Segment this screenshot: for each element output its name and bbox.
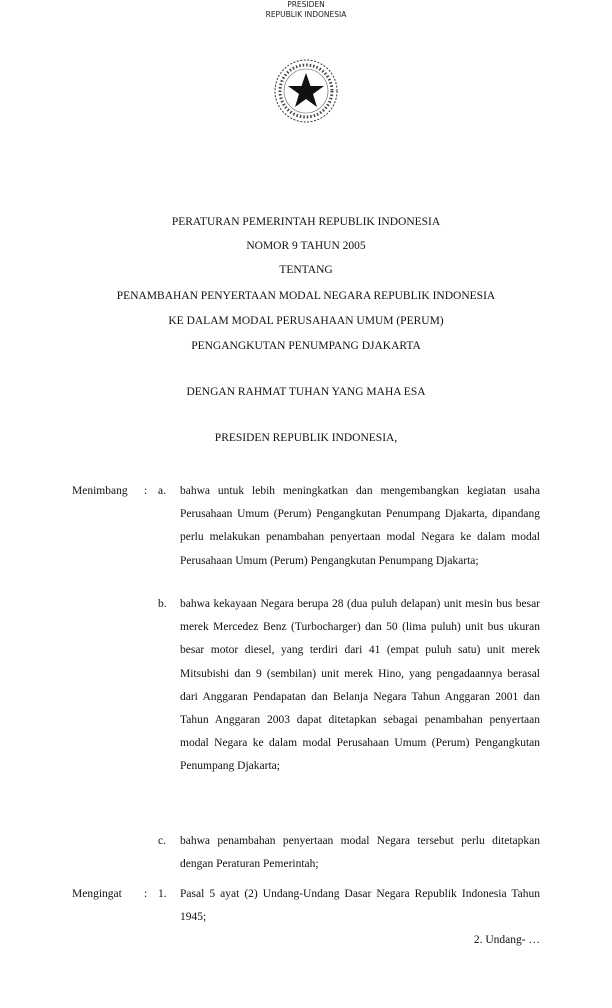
president-line: PRESIDEN REPUBLIK INDONESIA, bbox=[214, 432, 398, 444]
menimbang-label: Menimbang bbox=[72, 485, 128, 497]
regulation-subject-3: PENGANGKUTAN PENUMPANG DJAKARTA bbox=[191, 340, 421, 352]
mengingat-colon: : bbox=[144, 888, 148, 900]
item-marker: a. bbox=[158, 485, 166, 497]
item-marker: c. bbox=[158, 835, 166, 847]
menimbang-item-b: bahwa kekayaan Negara berupa 28 (dua puluh delapan) unit mesin bus besar merek Mercedez Benz (Turbocharger) dan 50 (lima puluh) unit bus ukuran besar motor diesel, yang terdiri dari 41 (empat puluh satu) unit merek Mitsubishi dan 9 (sembilan) unit merek Hino, yang pengadaannya berasal dari Anggaran Pendapatan dan Belanja Negara Tahun Anggaran 2001 dan Tahun Anggaran 2003 dapat ditetapkan sebagai penambahan penyertaan modal Negara ke dalam modal Perusahaan Umum (Perum) Pengangkutan Penumpang Djakarta; bbox=[180, 598, 540, 773]
regulation-subject-2: KE DALAM MODAL PERUSAHAAN UMUM (PERUM) bbox=[168, 315, 444, 327]
regulation-title: PERATURAN PEMERINTAH REPUBLIK INDONESIA bbox=[171, 216, 441, 228]
mengingat-item-1: Pasal 5 ayat (2) Undang-Undang Dasar Negara Republik Indonesia Tahun 1945; bbox=[180, 888, 540, 924]
office-heading bbox=[0, 0, 612, 20]
item-marker: b. bbox=[158, 598, 167, 610]
regulation-subject-1: PENAMBAHAN PENYERTAAN MODAL NEGARA REPUBLIK INDONESIA bbox=[116, 290, 496, 302]
office-line-2: REPUBLIK INDONESIA bbox=[265, 10, 347, 19]
regulation-number: NOMOR 9 TAHUN 2005 bbox=[246, 240, 366, 252]
regulation-about: TENTANG bbox=[279, 264, 333, 276]
office-line-1: PRESIDEN bbox=[287, 0, 325, 9]
menimbang-item-c: bahwa penambahan penyertaan modal Negara tersebut perlu ditetapkan dengan Peraturan Pemerintah; bbox=[180, 835, 540, 871]
page-continuation: 2. Undang- … bbox=[473, 934, 540, 946]
item-marker: 1. bbox=[158, 888, 167, 900]
blessing-line: DENGAN RAHMAT TUHAN YANG MAHA ESA bbox=[186, 386, 426, 398]
mengingat-label: Mengingat bbox=[72, 888, 122, 900]
menimbang-item-a: bahwa untuk lebih meningkatkan dan mengembangkan kegiatan usaha Perusahaan Umum (Perum) Pengangkutan Penumpang Djakarta, dipandang perlu melakukan penambahan penyertaan modal Negara ke dalam modal Perusahaan Umum (Perum) Pengangkutan Penumpang Djakarta; bbox=[180, 485, 540, 567]
menimbang-colon: : bbox=[144, 485, 148, 497]
presidential-seal-icon bbox=[271, 56, 341, 126]
